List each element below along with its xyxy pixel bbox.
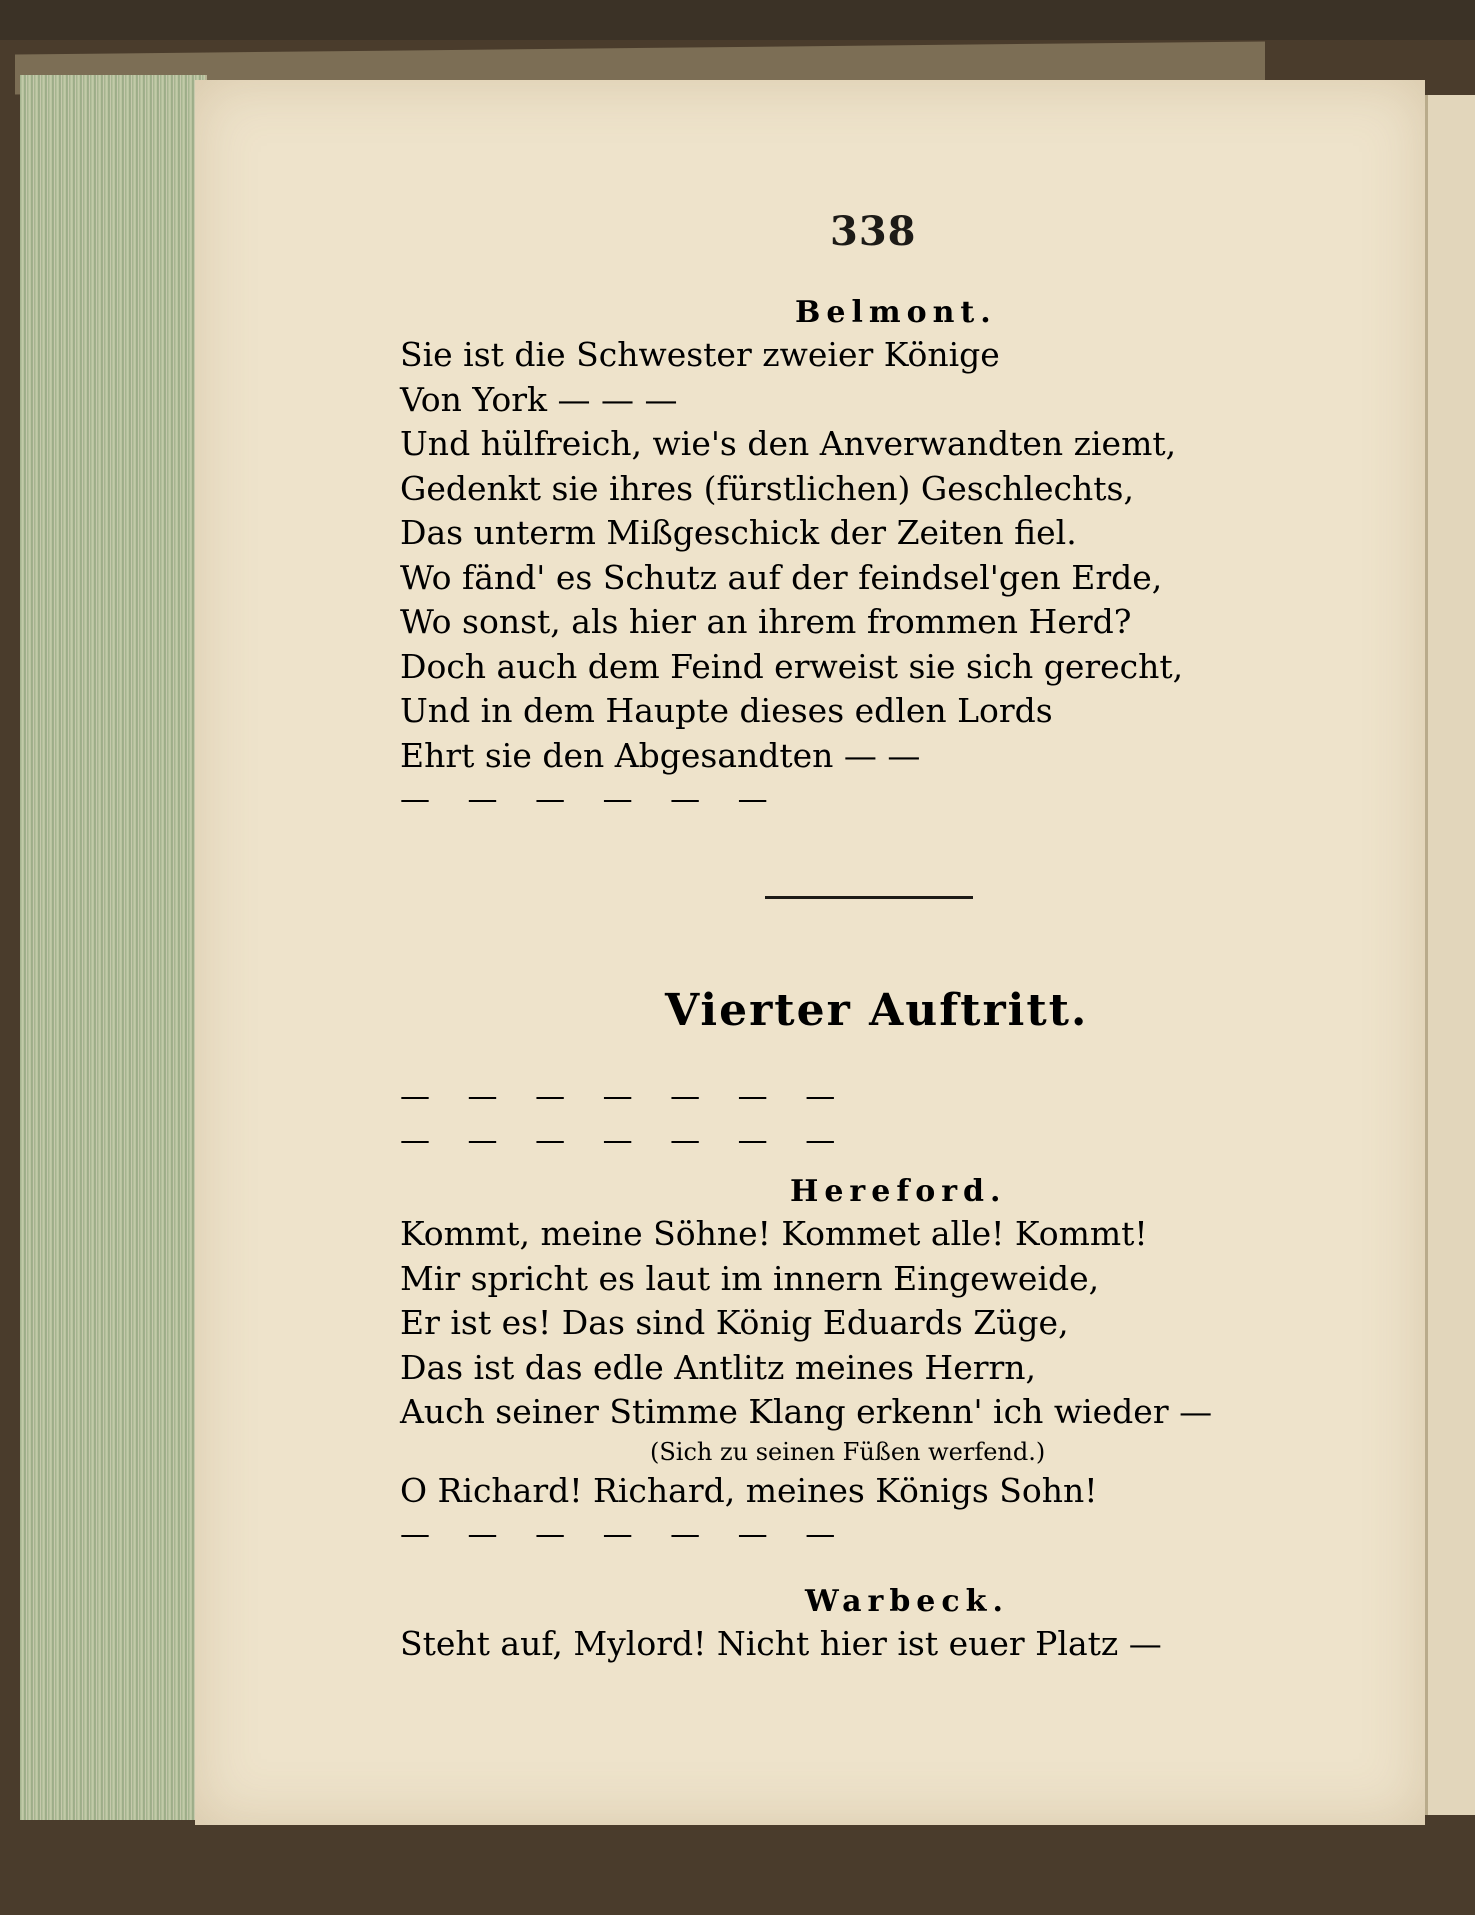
verse-line: Gedenkt sie ihres (fürstlichen) Geschlechts, bbox=[400, 468, 1134, 508]
pause-dashes: — — — — — — — bbox=[400, 1123, 850, 1158]
page-edges bbox=[20, 75, 207, 1820]
verse-line: O Richard! Richard, meines Königs Sohn! bbox=[400, 1470, 1098, 1510]
verse-line: Er ist es! Das sind König Eduards Züge, bbox=[400, 1303, 1069, 1342]
scene-title: Vierter Auftritt. bbox=[665, 985, 1089, 1036]
speaker-name: Hereford. bbox=[790, 1174, 1007, 1209]
pause-dashes: — — — — — — — bbox=[400, 1517, 850, 1552]
verse-line: Ehrt sie den Abgesandten — — bbox=[400, 735, 921, 775]
speaker-name: Warbeck. bbox=[805, 1584, 1009, 1619]
verse-line: Mir spricht es laut im innern Eingeweide, bbox=[400, 1258, 1100, 1298]
pause-dashes: — — — — — — bbox=[400, 782, 782, 817]
verse-line: Doch auch dem Feind erweist sie sich gerecht, bbox=[400, 646, 1184, 686]
verse-line: Das ist das edle Antlitz meines Herrn, bbox=[400, 1347, 1037, 1387]
scene-dashes bbox=[400, 1075, 1160, 1163]
verse-line: Kommt, meine Söhne! Kommet alle! Kommt! bbox=[400, 1214, 1148, 1253]
stage-direction: (Sich zu seinen Füßen werfend.) bbox=[650, 1437, 1046, 1466]
verse-line: Das unterm Mißgeschick der Zeiten fiel. bbox=[400, 513, 1077, 552]
verse-line: Und hülfreich, wie's den Anverwandten ziemt, bbox=[400, 424, 1177, 463]
speech-warbeck bbox=[400, 1582, 1160, 1667]
page-number: 338 bbox=[830, 208, 917, 255]
speech-hereford bbox=[400, 1172, 1213, 1557]
verse-line: Und in dem Haupte dieses edlen Lords bbox=[400, 691, 1053, 730]
facing-page-edge bbox=[1425, 95, 1475, 1815]
section-rule bbox=[765, 896, 973, 899]
verse-line: Auch seiner Stimme Klang erkenn' ich wieder — bbox=[400, 1392, 1213, 1431]
verse-line: Von York — — — bbox=[400, 379, 678, 419]
pause-dashes: — — — — — — — bbox=[400, 1079, 850, 1114]
speaker-name: Belmont. bbox=[795, 295, 997, 330]
verse-line: Sie ist die Schwester zweier Könige bbox=[400, 335, 1000, 374]
verse-line: Steht auf, Mylord! Nicht hier ist euer Platz — bbox=[400, 1624, 1162, 1663]
verse-line: Wo fänd' es Schutz auf der feindsel'gen Erde, bbox=[400, 557, 1163, 597]
verse-line: Wo sonst, als hier an ihrem frommen Herd? bbox=[400, 602, 1132, 641]
speech-belmont bbox=[400, 293, 1184, 822]
